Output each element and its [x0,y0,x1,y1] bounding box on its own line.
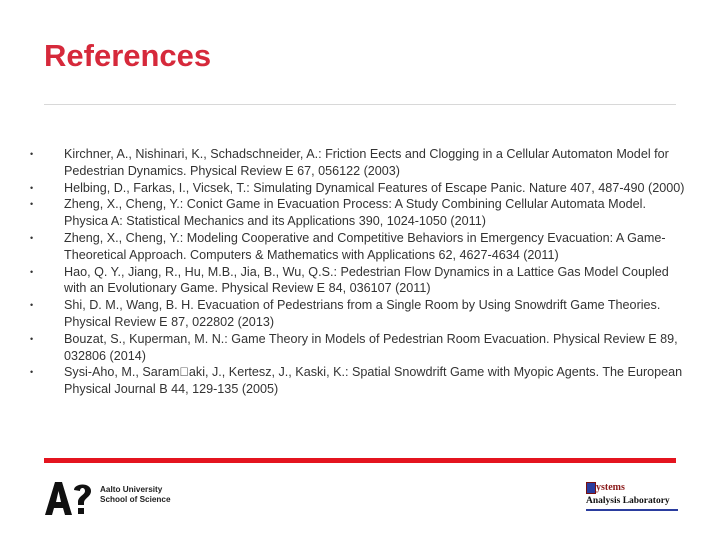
bullet-icon: • [30,266,34,277]
reference-text: Hao, Q. Y., Jiang, R., Hu, M.B., Jia, B., Wu, Q.S.: Pedestrian Flow Dynamics in a Lattice Gas Model Coupled with an Evolutionary Game. Physical Review E 84, 036107 (2011) [64,264,669,296]
bullet-icon: • [30,367,34,378]
bullet-icon: • [30,199,34,210]
systems-analysis-lab-logo [586,482,686,516]
reference-text: Bouzat, S., Kuperman, M. N.: Game Theory in Models of Pedestrian Room Evacuation. Physical Review E 89, 032806 (2014) [64,331,678,363]
bullet-icon: • [30,182,34,193]
sal-lab-text: Analysis Laboratory [586,496,670,506]
reference-item [30,364,690,398]
title-divider [44,104,676,105]
sal-systems-text: ystems [596,482,625,493]
sal-emblem-icon [586,482,596,494]
aalto-wordmark [100,485,240,505]
reference-list [30,146,690,398]
reference-text: Zheng, X., Cheng, Y.: Modeling Cooperative and Competitive Behaviors in Emergency Evacuation: A Game-Theoretical Approach. Computers & Mathematics with Applications 62, 4627-4634 (2011) [64,230,666,262]
reference-item [30,331,690,365]
aalto-logo-icon [44,480,92,516]
reference-item [30,196,690,230]
reference-text: Kirchner, A., Nishinari, K., Schadschneider, A.: Friction Eects and Clogging in a Cellular Automaton Model for Pedestrian Dynamics. Physical Review E 67, 056122 (2003) [64,147,669,178]
reference-item [30,180,690,197]
reference-text: Zheng, X., Cheng, Y.: Conict Game in Evacuation Process: A Study Combining Cellular Automata Model. Physica A: Statistical Mechanics and its Applications 390, 1024-1050 (2011) [64,197,646,229]
page-title: References [44,38,212,73]
bullet-icon: • [30,232,34,243]
reference-text: Shi, D. M., Wang, B. H. Evacuation of Pedestrians from a Single Room by Using Snowdrift Game Theories. Physical Review E 87, 022802 (2013) [64,298,661,329]
reference-text: Helbing, D., Farkas, I., Vicsek, T.: Simulating Dynamical Features of Escape Panic. Nature 407, 487-490 (2000) [64,180,685,195]
reference-item [30,146,690,180]
reference-text: Sysi-Aho, M., Saram aki, J., Kertesz, J., Kaski, K.: Spatial Snowdrift Game with Myopic Agents. The European Physical Journal B 44, 129-135 (2005) [64,365,683,397]
reference-item [30,297,690,331]
sal-underline [586,509,678,511]
aalto-university-text: Aalto University [100,485,163,494]
footer-divider [44,458,676,463]
reference-item [30,230,690,264]
bullet-icon: • [30,300,34,311]
school-of-science-text: School of Science [100,495,171,504]
bullet-icon: • [30,149,34,159]
bullet-icon: • [30,333,34,344]
reference-item [30,264,690,298]
